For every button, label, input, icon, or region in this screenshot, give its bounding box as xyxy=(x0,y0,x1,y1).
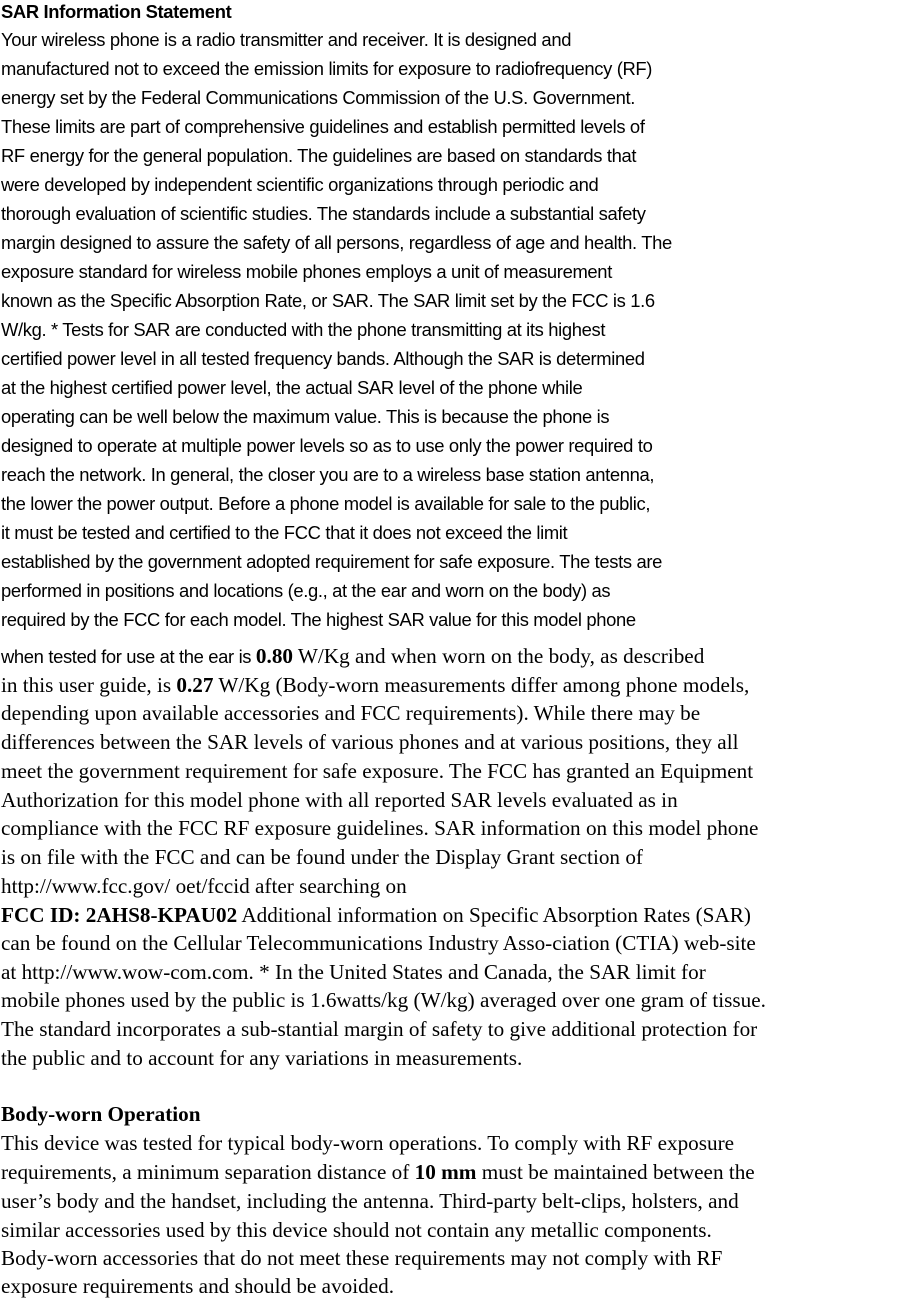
sar-line: can be found on the Cellular Telecommunications Industry Asso-ciation (CTIA) web-site xyxy=(1,931,756,955)
sar-heading: SAR Information Statement xyxy=(1,1,232,22)
sar-line: compliance with the FCC RF exposure guidelines. SAR information on this model phone xyxy=(1,816,759,840)
sar-line-body-value xyxy=(1,671,749,699)
sar-line: required by the FCC for each model. The highest SAR value for this model phone xyxy=(1,609,636,630)
sar-line: reach the network. In general, the closer you are to a wireless base station antenna, xyxy=(1,464,655,485)
fcc-id: FCC ID: 2AHS8-KPAU02 xyxy=(1,903,238,927)
sar-line: exposure standard for wireless mobile phones employs a unit of measurement xyxy=(1,261,612,282)
sar-line: manufactured not to exceed the emission limits for exposure to radiofrequency (RF) xyxy=(1,58,653,79)
sar-line: differences between the SAR levels of various phones and at various positions, they all xyxy=(1,730,739,754)
sar-line: certified power level in all tested frequency bands. Although the SAR is determined xyxy=(1,348,645,369)
sar-line: at http://www.wow-com.com. * In the United States and Canada, the SAR limit for xyxy=(1,960,706,984)
sar-line: mobile phones used by the public is 1.6watts/kg (W/kg) averaged over one gram of tissue. xyxy=(1,988,766,1012)
sar-line: operating can be well below the maximum value. This is because the phone is xyxy=(1,406,610,427)
sar-text: Additional information on Specific Absorption Rates (SAR) xyxy=(237,903,751,927)
body-worn-text: requirements, a minimum separation distance of xyxy=(1,1160,415,1184)
sar-line: thorough evaluation of scientific studies. The standards include a substantial safety xyxy=(1,203,646,224)
body-worn-line: similar accessories used by this device should not contain any metallic components. xyxy=(1,1218,712,1242)
sar-line: energy set by the Federal Communications Commission of the U.S. Government. xyxy=(1,87,636,108)
body-sar-value: 0.27 xyxy=(176,673,214,697)
body-worn-heading: Body-worn Operation xyxy=(1,1102,201,1126)
sar-text: W/Kg (Body-worn measurements differ among phone models, xyxy=(213,673,750,697)
sar-line-ear-value xyxy=(1,642,704,670)
body-worn-line: Body-worn accessories that do not meet these requirements may not comply with RF xyxy=(1,1246,723,1270)
sar-line: known as the Specific Absorption Rate, or SAR. The SAR limit set by the FCC is 1.6 xyxy=(1,290,655,311)
sar-line: margin designed to assure the safety of all persons, regardless of age and health. The xyxy=(1,232,672,253)
body-worn-line: user’s body and the handset, including the antenna. Third-party belt-clips, holsters, and xyxy=(1,1189,739,1213)
body-worn-line: exposure requirements and should be avoided. xyxy=(1,1274,395,1298)
sar-line: it must be tested and certified to the FCC that it does not exceed the limit xyxy=(1,522,568,543)
fcc-id-line xyxy=(1,901,751,929)
sar-line: were developed by independent scientific organizations through periodic and xyxy=(1,174,599,195)
ear-sar-value: 0.80 xyxy=(255,644,293,668)
sar-line: established by the government adopted requirement for safe exposure. The tests are xyxy=(1,551,663,572)
sar-line: depending upon available accessories and FCC requirements). While there may be xyxy=(1,701,701,725)
sar-line: W/kg. * Tests for SAR are conducted with the phone transmitting at its highest xyxy=(1,319,606,340)
sar-line: designed to operate at multiple power levels so as to use only the power required to xyxy=(1,435,653,456)
sar-line: meet the government requirement for safe exposure. The FCC has granted an Equipment xyxy=(1,759,754,783)
sar-text: when tested for use at the ear is xyxy=(1,646,256,667)
sar-line: at the highest certified power level, the actual SAR level of the phone while xyxy=(1,377,583,398)
sar-line: These limits are part of comprehensive guidelines and establish permitted levels of xyxy=(1,116,645,137)
body-worn-line: This device was tested for typical body-worn operations. To comply with RF exposure xyxy=(1,1131,735,1155)
body-worn-line-distance xyxy=(1,1158,755,1186)
sar-line: performed in positions and locations (e.g., at the ear and worn on the body) as xyxy=(1,580,611,601)
sar-line: the lower the power output. Before a phone model is available for sale to the public, xyxy=(1,493,651,514)
sar-line: RF energy for the general population. The guidelines are based on standards that xyxy=(1,145,637,166)
sar-text: in this user guide, is xyxy=(1,673,177,697)
sar-text: W/Kg and when worn on the body, as described xyxy=(293,644,705,668)
sar-line: Your wireless phone is a radio transmitter and receiver. It is designed and xyxy=(1,29,572,50)
fcc-url-line: http://www.fcc.gov/ oet/fccid after searching on xyxy=(1,874,407,898)
sar-line: the public and to account for any variations in measurements. xyxy=(1,1046,523,1070)
body-worn-text: must be maintained between the xyxy=(476,1160,755,1184)
sar-line: is on file with the FCC and can be found under the Display Grant section of xyxy=(1,845,643,869)
sar-line: The standard incorporates a sub-stantial margin of safety to give additional protection for xyxy=(1,1017,758,1041)
sar-line: Authorization for this model phone with all reported SAR levels evaluated as in xyxy=(1,788,678,812)
separation-distance: 10 mm xyxy=(414,1160,477,1184)
